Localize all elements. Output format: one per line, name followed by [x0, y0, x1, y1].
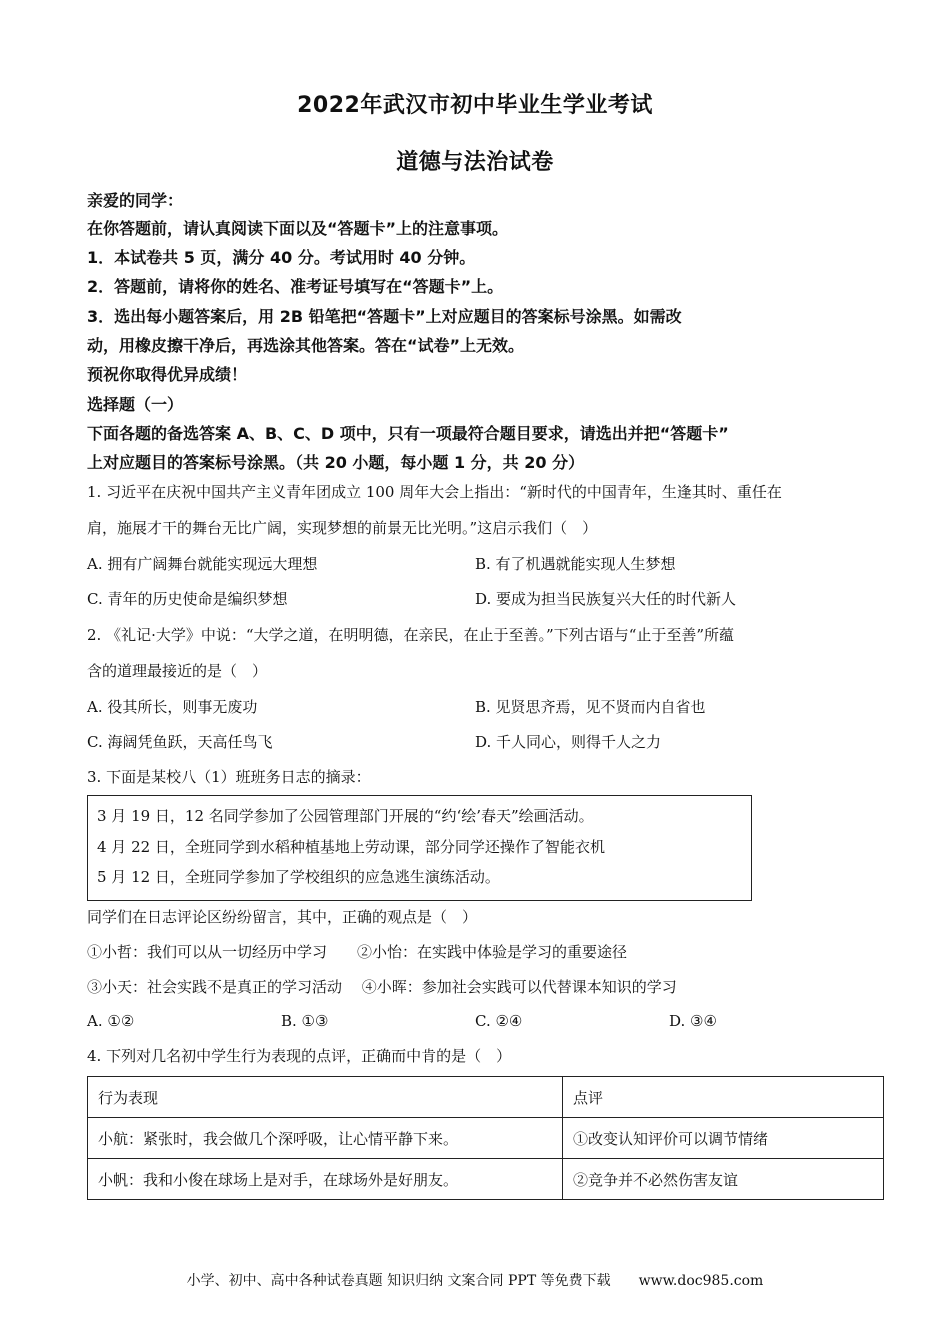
- table-header: 点评: [563, 1077, 884, 1118]
- greeting: 亲爱的同学：: [87, 191, 184, 210]
- q1-option-b: B. 有了机遇就能实现人生梦想: [475, 555, 676, 573]
- exam-subtitle: 道德与法治试卷: [396, 150, 554, 175]
- q1-stem-1: 1. 习近平在庆祝中国共产主义青年团成立 100 周年大会上指出：“新时代的中国青年，生逢其时、重任在: [87, 483, 782, 501]
- q2-stem-1: 2. 《礼记·大学》中说：“大学之道，在明明德，在亲民，在止于至善。”下列古语与“止于至善”所蕴: [87, 626, 735, 644]
- q3-option-d: D. ③④: [669, 1012, 717, 1030]
- section-title: 选择题（一）: [87, 395, 184, 414]
- q3-log-entry: 5 月 12 日，全班同学参加了学校组织的应急逃生演练活动。: [97, 868, 500, 886]
- table-cell: 小帆：我和小俊在球场上是对手，在球场外是好朋友。: [88, 1159, 563, 1200]
- q1-option-c: C. 青年的历史使命是编织梦想: [87, 590, 288, 608]
- q3-log-entry: 4 月 22 日，全班同学到水稻种植基地上劳动课，部分同学还操作了智能衣机: [97, 838, 605, 856]
- q4-table: [87, 1076, 884, 1200]
- wish-text: 预祝你取得优异成绩！: [87, 365, 248, 384]
- q3-log-entry: 3 月 19 日，12 名同学参加了公园管理部门开展的“约‘绘’春天”绘画活动。: [97, 807, 594, 825]
- q3-option-b: B. ①③: [281, 1012, 329, 1030]
- q3-option-a: A. ①②: [87, 1012, 135, 1030]
- table-row: [88, 1159, 884, 1200]
- q2-option-c: C. 海阔凭鱼跃，天高任鸟飞: [87, 733, 273, 751]
- instruction-line: 在你答题前，请认真阅读下面以及“答题卡”上的注意事项。: [87, 219, 509, 238]
- section-desc-2: 上对应题目的答案标号涂黑。（共 20 小题，每小题 1 分，共 20 分）: [87, 453, 585, 472]
- q4-stem: 4. 下列对几名初中学生行为表现的点评，正确而中肯的是（ ）: [87, 1047, 512, 1065]
- table-cell: ②竞争并不必然伤害友谊: [563, 1159, 884, 1200]
- table-header: 行为表现: [88, 1077, 563, 1118]
- instruction-item-1: 1．本试卷共 5 页，满分 40 分。考试用时 40 分钟。: [87, 248, 476, 267]
- q1-stem-2: 肩，施展才干的舞台无比广阔，实现梦想的前景无比光明。”这启示我们（ ）: [87, 519, 598, 537]
- section-desc-1: 下面各题的备选答案 A、B、C、D 项中，只有一项最符合题目要求，请选出并把“答题卡”: [87, 424, 729, 443]
- table-row: [88, 1118, 884, 1159]
- q3-option-c: C. ②④: [475, 1012, 523, 1030]
- q3-stem: 3. 下面是某校八（1）班班务日志的摘录：: [87, 768, 371, 786]
- q1-option-a: A. 拥有广阔舞台就能实现远大理想: [87, 555, 318, 573]
- page-footer: 小学、初中、高中各种试卷真题 知识归纳 文案合同 PPT 等免费下载 www.doc985.com: [186, 1273, 764, 1289]
- exam-title: 2022年武汉市初中毕业生学业考试: [297, 93, 653, 118]
- q3-statements-1-2: ①小哲：我们可以从一切经历中学习 ②小怡：在实践中体验是学习的重要途径: [87, 943, 628, 961]
- q2-option-a: A. 役其所长，则事无废功: [87, 698, 258, 716]
- q3-statements-3-4: ③小天：社会实践不是真正的学习活动 ④小晖：参加社会实践可以代替课本知识的学习: [87, 978, 677, 996]
- q3-stem-2: 同学们在日志评论区纷纷留言，其中，正确的观点是（ ）: [87, 908, 478, 926]
- table-cell: 小航：紧张时，我会做几个深呼吸，让心情平静下来。: [88, 1118, 563, 1159]
- instruction-item-3b: 动，用橡皮擦干净后，再选涂其他答案。答在“试卷”上无效。: [87, 336, 525, 355]
- instruction-item-3a: 3．选出每小题答案后，用 2B 铅笔把“答题卡”上对应题目的答案标号涂黑。如需改: [87, 307, 682, 326]
- q2-stem-2: 含的道理最接近的是（ ）: [87, 662, 268, 680]
- q2-option-b: B. 见贤思齐焉，见不贤而内自省也: [475, 698, 706, 716]
- q2-option-d: D. 千人同心，则得千人之力: [475, 733, 662, 751]
- table-header-row: [88, 1077, 884, 1118]
- instruction-item-2: 2．答题前，请将你的姓名、准考证号填写在“答题卡”上。: [87, 277, 504, 296]
- q1-option-d: D. 要成为担当民族复兴大任的时代新人: [475, 590, 737, 608]
- table-cell: ①改变认知评价可以调节情绪: [563, 1118, 884, 1159]
